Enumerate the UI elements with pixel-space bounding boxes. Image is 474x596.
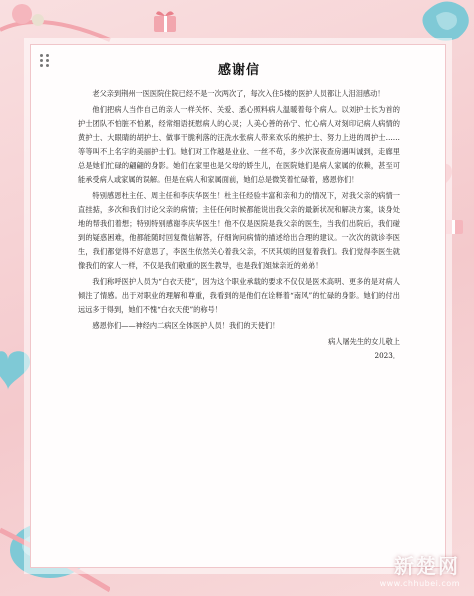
drag-handle-icon[interactable]: [40, 54, 50, 66]
letter-paragraph: 特别感恩杜主任、周主任和李庆华医生！杜主任经验丰富和亲和力的情况下，对我父亲的病情一直挂掂，多次和我们讨论父亲的病情；主任任何时候都能说出我父亲的最新状况和解决方案，谈身处地的帮我们着想；特别特别感谢李庆华医生！他不仅是医院是我父亲的医生，当我们出院后，我们碰到的疑惑困难，他都能随时回复微信解答，仔细询问病情的描述给出合理的建议。一次次的就诊李医生，我们都觉得不好意思了，李医生依然关心着我父亲，不厌其烦的回复着我们。我们觉得李医生就像我们的家人一样，不仅是我们敬重的医生教导，也是我们姐妹亲近的弟弟！: [78, 191, 400, 270]
site-watermark: [380, 550, 460, 588]
watermark-url: www.chhubei.com: [379, 579, 460, 588]
letter-title: 感谢信: [217, 63, 260, 78]
flower-icon: [418, 0, 474, 46]
letter-paragraph: 感恩你们——神经内二病区全体医护人员！我们的天使们！: [92, 321, 280, 330]
letter-signature: 病人屠先生的女儿敬上: [328, 337, 400, 346]
letter-content: [78, 64, 400, 564]
letter-paragraph: 老父亲到荆州一医医院住院已经不是一次两次了，每次入住5楼的医护人员都让人泪泪感动！: [92, 89, 385, 98]
letter-date: 2023．: [374, 351, 400, 360]
watermark-logo: 新楚网: [394, 554, 460, 578]
letter-paragraph: 我们称呼医护人员为“白衣天使”，因为这个职业承载的要求不仅仅是医术高明、更多的是对病人倾注了情感。出于对职业的理解和尊重，我看到的是他们在诠释着“南风”的忙碌的身影。她们的付出远远多于得到，她们不愧“白衣天使”的称号！: [78, 277, 400, 314]
gift-box-icon: [150, 6, 180, 36]
letter-paragraph: 他们把病人当作自己的亲人一样关怀、关爱、悉心照料病人温暖着每个病人。以刘护士长为首的护士团队不怕脏不怕累，经常细语抚慰病人的心灵；人美心善的孙宁、忙心病人对刻印记病人病情的黄护士、大眼睛的胡护士、做事干脆利落的汪洗水张病人带来欢乐的熊护士、努力上进的周护士……等等叫不上名字的美丽护士们。她们对工作越是业业、一丝不苟，多少次深夜查房遇叫诚到，走廊里总是她们忙碌的翩翩的身影。她们在家里也是父母的娇生儿，在医院她们是病人家属的依赖，甚至可能承受病人或家属的误解。但是在病人和家属面前，她们总是微笑着忙碌着，感恩你们！: [78, 105, 400, 184]
